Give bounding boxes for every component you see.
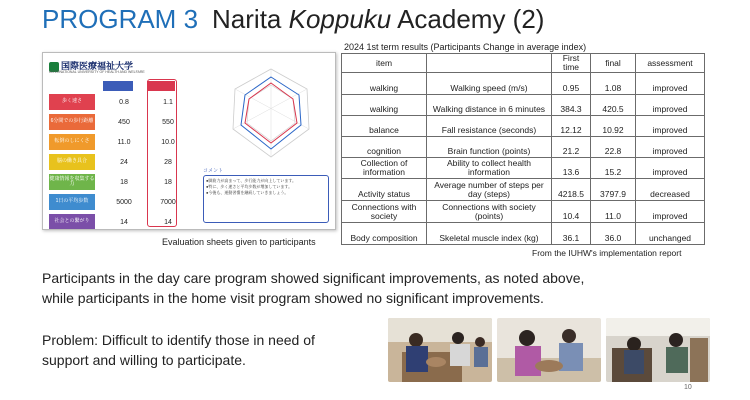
sheet-row: 脳の働き具合 24 28 — [49, 153, 189, 171]
slide-title — [42, 4, 544, 35]
table-header-row: item First time final assessment — [342, 54, 705, 73]
sheet-row: 社会との繋がり 14 14 — [49, 213, 189, 230]
activity-photo-1 — [388, 318, 492, 382]
activity-photo-3 — [606, 318, 710, 382]
table-row: Connections with society Connections with society (points) 10.4 11.0 improved — [342, 201, 705, 223]
page-number: 10 — [684, 384, 692, 391]
sheet-col-head-first — [103, 81, 133, 91]
sheet-row: 歩く速さ 0.8 1.1 — [49, 93, 189, 111]
sheet-row: 6分間での歩行距離 450 550 — [49, 113, 189, 131]
sheet-rows — [49, 93, 189, 230]
comment-title: コメント — [203, 168, 224, 174]
table-source-note: From the IUHW's implementation report — [532, 248, 682, 258]
sheet-caption: Evaluation sheets given to participants — [162, 237, 316, 247]
radar-chart — [219, 63, 323, 163]
program-label: PROGRAM 3 — [42, 4, 199, 34]
university-logo-subtitle: INTERNATIONAL UNIVERSITY OF HEALTH AND WELFARE — [49, 70, 145, 74]
table-row: Body composition Skeletal muscle index (kg) 36.1 36.0 unchanged — [342, 223, 705, 245]
table-row: balance Fall resistance (seconds) 12.12 10.92 improved — [342, 116, 705, 137]
table-row: cognition Brain function (points) 21.2 22.8 improved — [342, 137, 705, 158]
activity-photo-2 — [497, 318, 601, 382]
sheet-row: 転倒のしにくさ 11.0 10.0 — [49, 133, 189, 151]
table-row: Activity status Average number of steps per day (steps) 4218.5 3797.9 decreased — [342, 179, 705, 201]
comment-box: ●脚筋力が高まって、歩行能力が向上しています。 ●特に、歩く速さと平均歩数が増加しています。 ●今後も、運動習慣を継続していきましょう。 — [203, 175, 329, 223]
table-row: walking Walking speed (m/s) 0.95 1.08 improved — [342, 73, 705, 95]
table-row: Collection of information Ability to collect health information 13.6 15.2 improved — [342, 158, 705, 179]
sheet-row: 1日の平均歩数 5000 7000 — [49, 193, 189, 211]
sheet-row: 健康情報を収集する力 18 18 — [49, 173, 189, 191]
table-row: walking Walking distance in 6 minutes 384.3 420.5 improved — [342, 95, 705, 116]
table-title: 2024 1st term results (Participants Change in average index) — [344, 42, 587, 52]
results-table — [341, 53, 705, 245]
summary-paragraph: Participants in the day care program showed significant improvements, as noted above, while participants in the home visit program showed no significant improvements. — [42, 270, 585, 306]
problem-statement: Problem: Difficult to identify those in need of support and willing to participate. — [42, 332, 315, 368]
evaluation-sheet-image — [42, 52, 336, 230]
university-logo: 国際医療福祉大学 — [49, 59, 133, 72]
academy-name: Narita Koppuku Academy (2) — [212, 4, 545, 34]
